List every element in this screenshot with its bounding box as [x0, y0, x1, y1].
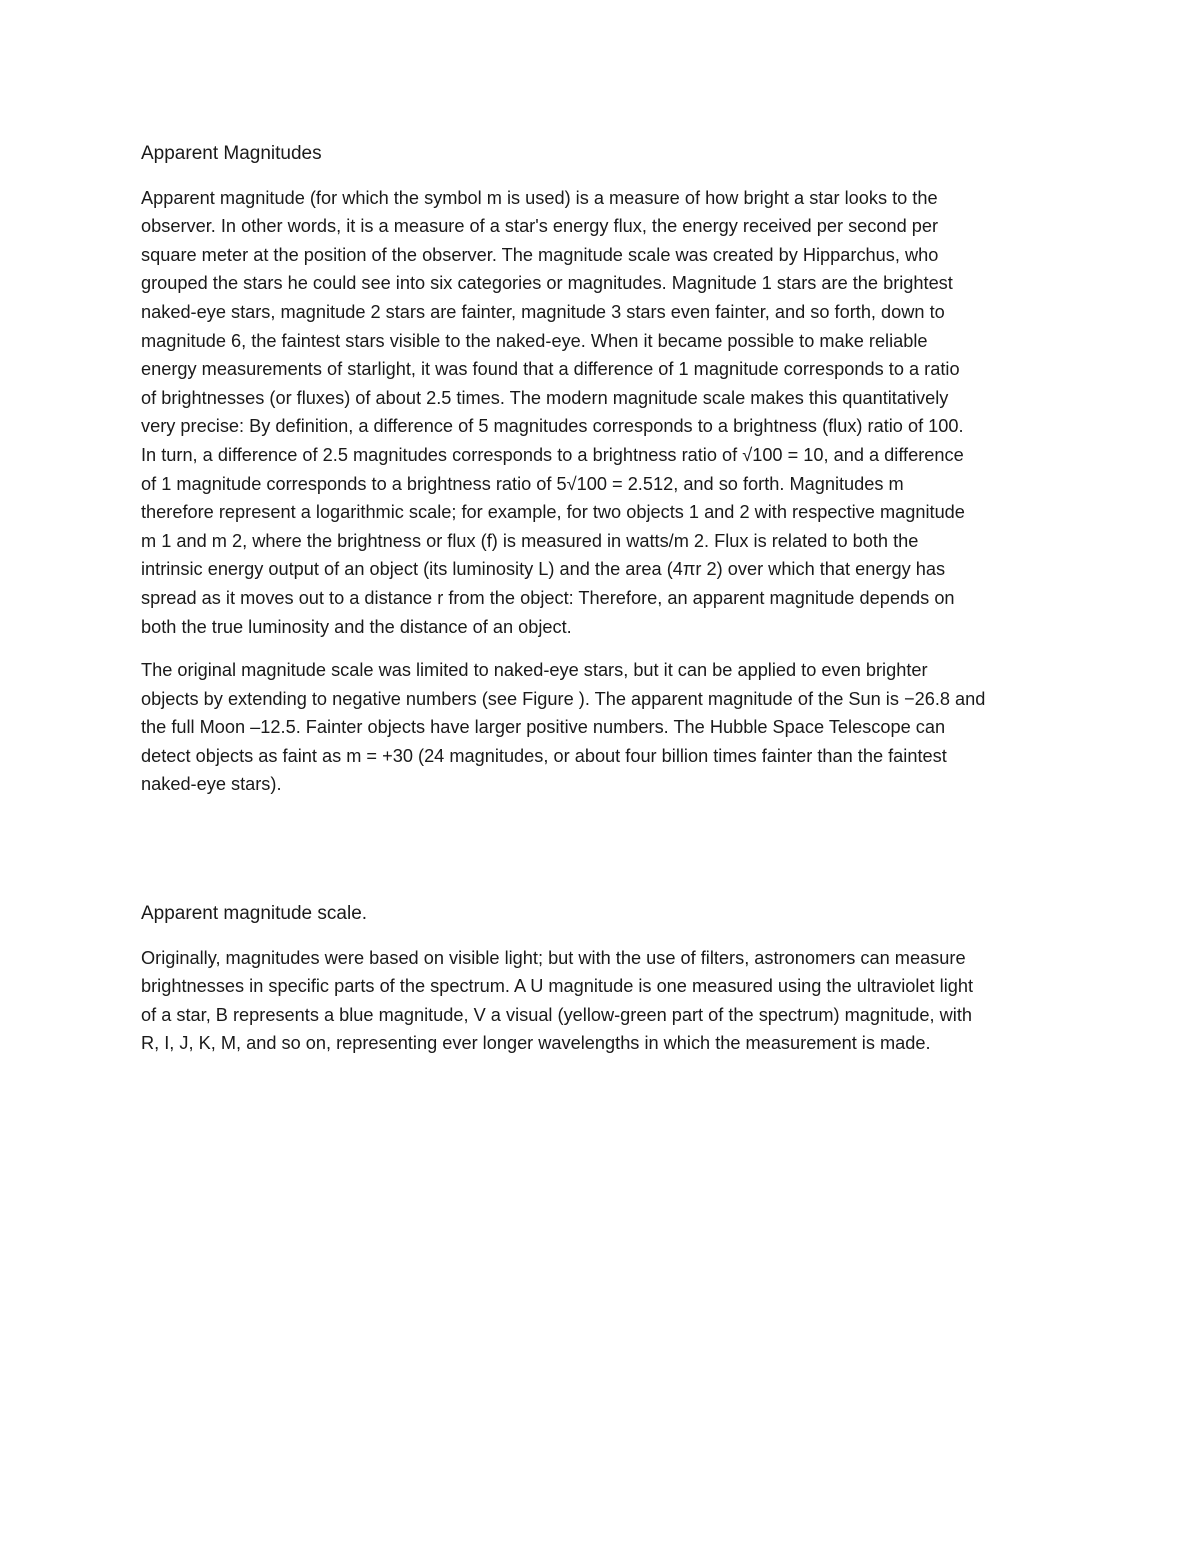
text-line: In turn, a difference of 2.5 magnitudes corresponds to a brightness ratio of √100 = 10, and a difference: [141, 444, 964, 465]
text-line: naked-eye stars, magnitude 2 stars are fainter, magnitude 3 stars even fainter, and so forth, down to: [141, 301, 945, 322]
text-line: the full Moon –12.5. Fainter objects have larger positive numbers. The Hubble Space Telescope can: [141, 717, 946, 738]
text-line: very precise: By definition, a difference of 5 magnitudes corresponds to a brightness (flux) ratio of 100.: [141, 416, 964, 437]
text-line: objects by extending to negative numbers (see Figure ). The apparent magnitude of the Sun is −26.8 and: [141, 688, 986, 709]
text-line: R, I, J, K, M, and so on, representing ever longer wavelengths in which the measurement is made.: [141, 1033, 931, 1054]
text-line: Apparent magnitude (for which the symbol m is used) is a measure of how bright a star looks to the: [141, 187, 938, 208]
text-line: naked-eye stars).: [141, 774, 282, 795]
section-heading-apparent-magnitudes: Apparent Magnitudes: [141, 143, 322, 164]
text-line: grouped the stars he could see into six categories or magnitudes. Magnitude 1 stars are the brightest: [141, 273, 953, 294]
text-line: of a star, B represents a blue magnitude, V a visual (yellow-green part of the spectrum) magnitude, with: [141, 1004, 972, 1025]
paragraph-filter-magnitudes: [141, 944, 1061, 1058]
text-line: observer. In other words, it is a measure of a star's energy flux, the energy received per second per: [141, 216, 939, 237]
text-line: energy measurements of starlight, it was found that a difference of 1 magnitude corresponds to a ratio: [141, 359, 960, 380]
text-line: magnitude 6, the faintest stars visible to the naked-eye. When it became possible to make reliable: [141, 330, 928, 351]
text-line: intrinsic energy output of an object (its luminosity L) and the area (4πr 2) over which that energy has: [141, 559, 946, 580]
document-page: [141, 140, 1061, 1073]
paragraph-apparent-magnitude-definition: [141, 184, 1061, 642]
section-heading-apparent-magnitude-scale: Apparent magnitude scale.: [141, 903, 368, 925]
text-line: m 1 and m 2, where the brightness or flux (f) is measured in watts/m 2. Flux is related to both the: [141, 530, 919, 551]
text-line: both the true luminosity and the distance of an object.: [141, 616, 572, 637]
text-line: of 1 magnitude corresponds to a brightness ratio of 5√100 = 2.512, and so forth. Magnitudes m: [141, 473, 904, 494]
text-line: of brightnesses (or fluxes) of about 2.5 times. The modern magnitude scale makes this quantitatively: [141, 387, 949, 408]
paragraph-magnitude-scale-extension: [141, 656, 1061, 799]
text-line: spread as it moves out to a distance r from the object: Therefore, an apparent magnitude depends on: [141, 587, 955, 608]
text-line: Originally, magnitudes were based on visible light; but with the use of filters, astronomers can measure: [141, 947, 966, 968]
blank-space: [141, 814, 1061, 900]
text-line: brightnesses in specific parts of the spectrum. A U magnitude is one measured using the ultraviolet light: [141, 976, 974, 997]
text-line: square meter at the position of the observer. The magnitude scale was created by Hipparchus, who: [141, 244, 939, 265]
text-line: The original magnitude scale was limited to naked-eye stars, but it can be applied to even brighter: [141, 660, 928, 681]
text-line: detect objects as faint as m = +30 (24 magnitudes, or about four billion times fainter than the faintest: [141, 745, 947, 766]
text-line: therefore represent a logarithmic scale; for example, for two objects 1 and 2 with respective magnitude: [141, 502, 965, 523]
